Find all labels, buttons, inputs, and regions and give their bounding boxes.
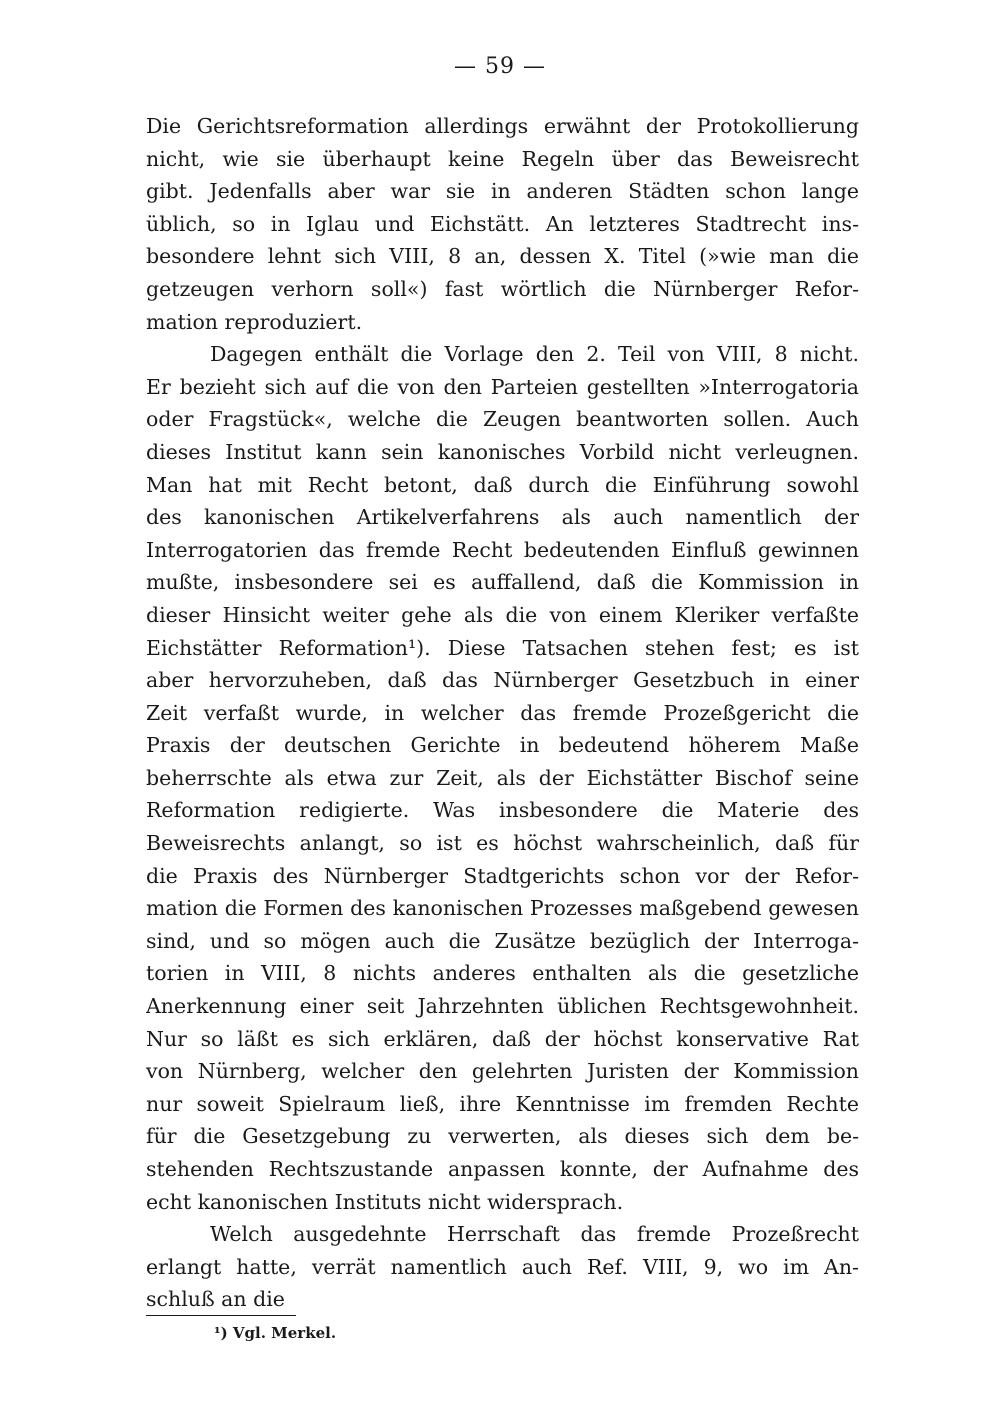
- text-line: besondere lehnt sich VIII, 8 an, dessen X. Titel (»wie man die: [146, 244, 859, 269]
- text-line: gibt. Jedenfalls aber war sie in anderen Städten schon lange: [146, 179, 859, 204]
- text-line: torien in VIII, 8 nichts anderes enthalten als die gesetzliche: [146, 961, 859, 986]
- text-line: Beweisrechts anlangt, so ist es höchst wahrscheinlich, daß für: [146, 831, 859, 856]
- text-line: Man hat mit Recht betont, daß durch die Einführung sowohl: [146, 472, 859, 497]
- text-line: üblich, so in Iglau und Eichstätt. An letzteres Stadtrecht ins-: [146, 211, 859, 236]
- text-line: beherrschte als etwa zur Zeit, als der Eichstätter Bischof seine: [146, 765, 859, 790]
- text-line: erlangt hatte, verrät namentlich auch Ref. VIII, 9, wo im An-: [146, 1254, 859, 1279]
- body-text: [146, 110, 859, 1316]
- page-number: — 59 —: [454, 54, 546, 79]
- text-line: schluß an die: [146, 1287, 285, 1312]
- text-line: des kanonischen Artikelverfahrens als auch namentlich der: [146, 505, 859, 530]
- text-line: Er bezieht sich auf die von den Parteien gestellten »Interrogatoria: [146, 374, 859, 399]
- paragraph-start-line: Welch ausgedehnte Herrschaft das fremde Prozeßrecht: [210, 1222, 859, 1247]
- paragraph-start-line: Dagegen enthält die Vorlage den 2. Teil von VIII, 8 nicht.: [210, 342, 859, 367]
- text-line: Eichstätter Reformation¹). Diese Tatsachen stehen fest; es ist: [146, 635, 859, 660]
- text-line: echt kanonischen Instituts nicht widersprach.: [146, 1189, 624, 1214]
- footnote: ¹) Vgl. Merkel.: [214, 1324, 337, 1342]
- text-line: Zeit verfaßt wurde, in welcher das fremde Prozeßgericht die: [146, 700, 859, 725]
- text-line: mation die Formen des kanonischen Prozesses maßgebend gewesen: [146, 896, 859, 921]
- text-line: aber hervorzuheben, daß das Nürnberger Gesetzbuch in einer: [146, 668, 859, 693]
- text-line: oder Fragstück«, welche die Zeugen beantworten sollen. Auch: [146, 407, 859, 432]
- text-line: Anerkennung einer seit Jahrzehnten üblichen Rechtsgewohnheit.: [146, 994, 859, 1019]
- text-line: Nur so läßt es sich erklären, daß der höchst konservative Rat: [146, 1026, 859, 1051]
- footnote-divider: [146, 1315, 296, 1316]
- text-line: Die Gerichtsreformation allerdings erwähnt der Protokollierung: [146, 114, 859, 138]
- text-line: stehenden Rechtszustande anpassen konnte, der Aufnahme des: [146, 1157, 859, 1181]
- text-line: Interrogatorien das fremde Recht bedeutenden Einfluß gewinnen: [146, 537, 859, 562]
- text-line: dieses Institut kann sein kanonisches Vorbild nicht verleugnen.: [146, 439, 859, 464]
- text-line: für die Gesetzgebung zu verwerten, als dieses sich dem be-: [146, 1124, 859, 1149]
- text-line: nicht, wie sie überhaupt keine Regeln über das Beweisrecht: [146, 146, 859, 171]
- text-line: Praxis der deutschen Gerichte in bedeutend höherem Maße: [146, 733, 859, 758]
- text-line: getzeugen verhorn soll«) fast wörtlich die Nürnberger Refor-: [146, 276, 859, 301]
- text-line: die Praxis des Nürnberger Stadtgerichts schon vor der Refor-: [146, 863, 859, 888]
- text-line: mußte, insbesondere sei es auffallend, daß die Kommission in: [146, 570, 859, 595]
- text-line: mation reproduziert.: [146, 309, 363, 334]
- text-line: Reformation redigierte. Was insbesondere die Materie des: [146, 798, 859, 823]
- text-line: von Nürnberg, welcher den gelehrten Juristen der Kommission: [146, 1059, 859, 1084]
- text-line: nur soweit Spielraum ließ, ihre Kenntnisse im fremden Rechte: [146, 1091, 859, 1116]
- text-line: dieser Hinsicht weiter gehe als die von einem Kleriker verfaßte: [146, 602, 859, 627]
- text-line: sind, und so mögen auch die Zusätze bezüglich der Interroga-: [146, 928, 859, 953]
